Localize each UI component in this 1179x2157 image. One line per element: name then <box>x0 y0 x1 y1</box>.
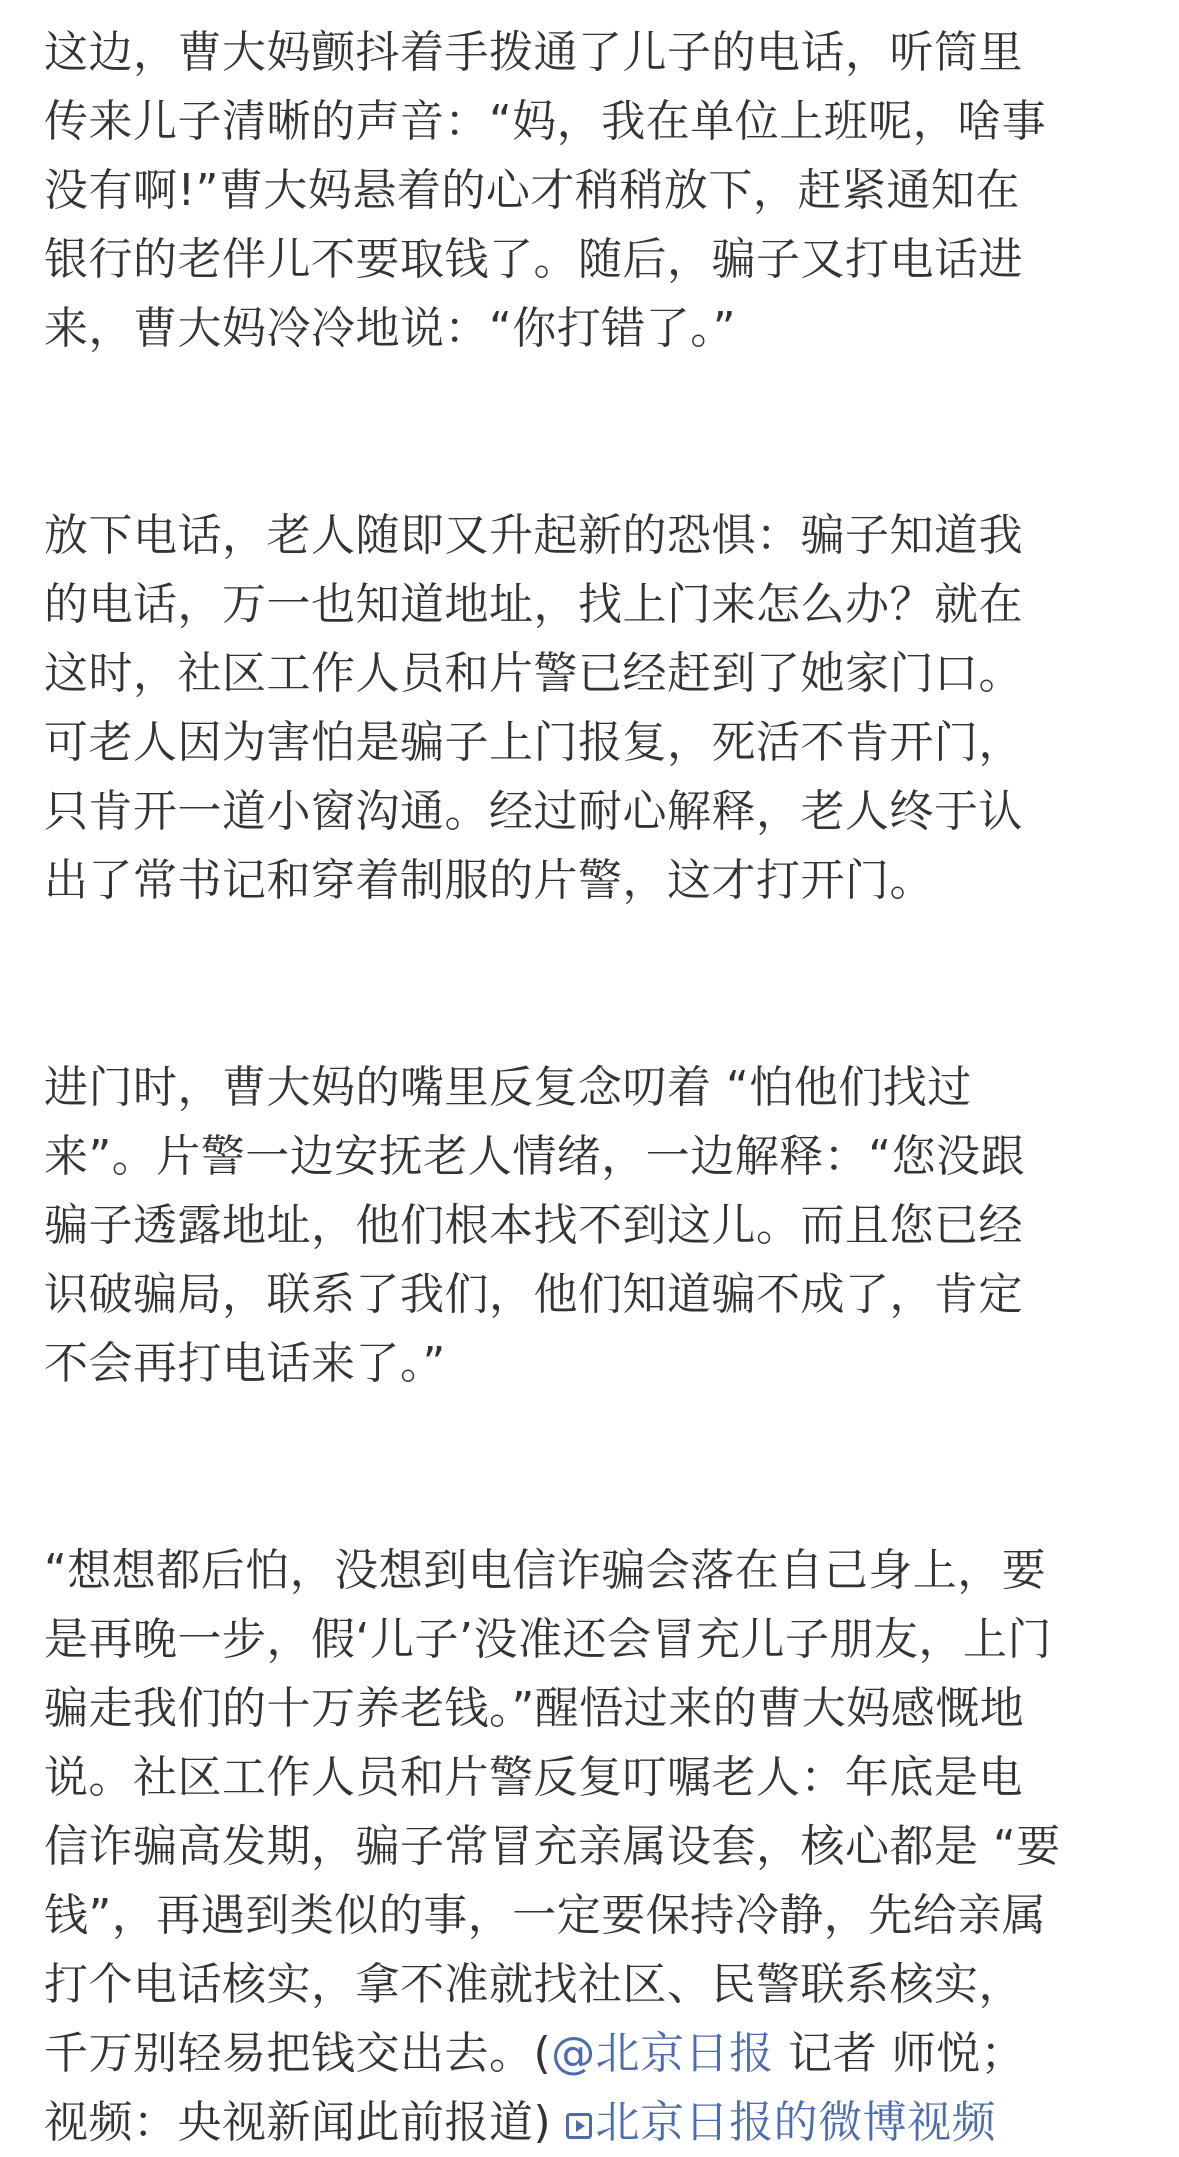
paragraph-gap <box>44 1398 1154 1536</box>
mention-link[interactable]: @北京日报 <box>551 2028 774 2079</box>
paragraph-4 <box>44 1536 1154 2157</box>
paragraph-2 <box>44 501 1154 915</box>
source-text: 视频：央视新闻此前报道) <box>44 2097 566 2148</box>
text-line: 钱”，再遇到类似的事，一定要保持冷静，先给亲属 <box>44 1890 1047 1941</box>
paragraph-gap <box>44 363 1154 501</box>
video-link-label: 北京日报的微博视频 <box>595 2097 997 2148</box>
source-line <box>44 2088 1154 2157</box>
text-line: 来”。片警一边安抚老人情绪，一边解释：“您没跟 <box>44 1131 1026 1182</box>
text-line: 银行的老伴儿不要取钱了。随后，骗子又打电话进 <box>44 234 1023 285</box>
video-icon <box>566 2113 592 2139</box>
reporter-credit: 记者 师悦； <box>773 2028 1026 2079</box>
text-line: 来，曹大妈冷冷地说：“你打错了。” <box>44 303 737 354</box>
text-line: 的电话，万一也知道地址，找上门来怎么办？就在 <box>44 579 1023 630</box>
video-link[interactable] <box>566 2097 997 2148</box>
text-line: 可老人因为害怕是骗子上门报复，死活不肯开门， <box>44 717 1023 768</box>
text-line: 这边，曹大妈颤抖着手拨通了儿子的电话，听筒里 <box>44 27 1023 78</box>
text-line: 放下电话，老人随即又升起新的恐惧：骗子知道我 <box>44 510 1023 561</box>
article-body <box>44 18 1154 2157</box>
text-line: 出了常书记和穿着制服的片警，这才打开门。 <box>44 855 934 906</box>
text-line: 进门时，曹大妈的嘴里反复念叨着 “怕他们找过 <box>44 1062 972 1113</box>
text-line: 只肯开一道小窗沟通。经过耐心解释，老人终于认 <box>44 786 1023 837</box>
text-line: 不会再打电话来了。” <box>44 1338 446 1389</box>
text-line: 传来儿子清晰的声音：“妈，我在单位上班呢，啥事 <box>44 96 1047 147</box>
text-line: 没有啊!”曹大妈悬着的心才稍稍放下，赶紧通知在 <box>44 165 1020 216</box>
text-line: 说。社区工作人员和片警反复叮嘱老人：年底是电 <box>44 1752 1023 1803</box>
text-line: 识破骗局，联系了我们，他们知道骗不成了，肯定 <box>44 1269 1023 1320</box>
text-line: 是再晚一步，假‘儿子’没准还会冒充儿子朋友，上门 <box>44 1614 1052 1665</box>
paragraph-3 <box>44 1053 1154 1398</box>
text-line: 信诈骗高发期，骗子常冒充亲属设套，核心都是 “要 <box>44 1821 1061 1872</box>
text-line: 打个电话核实，拿不准就找社区、民警联系核实， <box>44 1959 1023 2010</box>
text-line: 骗子透露地址，他们根本找不到这儿。而且您已经 <box>44 1200 1023 1251</box>
text-line: 骗走我们的十万养老钱。”醒悟过来的曹大妈感慨地 <box>44 1683 1025 1734</box>
final-line <box>44 2019 1154 2088</box>
paragraph-1 <box>44 18 1154 363</box>
text-line: 这时，社区工作人员和片警已经赶到了她家门口。 <box>44 648 1023 699</box>
paragraph-gap <box>44 915 1154 1053</box>
final-line-text: 千万别轻易把钱交出去。( <box>44 2028 552 2079</box>
text-line: “想想都后怕，没想到电信诈骗会落在自己身上，要 <box>44 1545 1047 1596</box>
